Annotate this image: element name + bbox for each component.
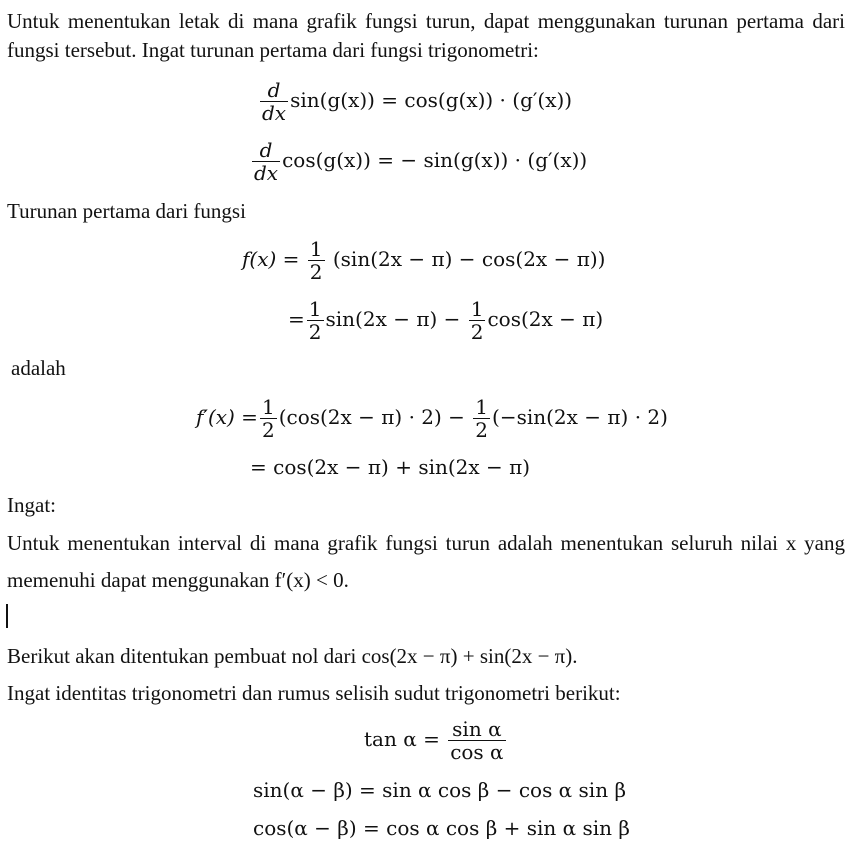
paragraph-interval-line1: Untuk menentukan interval di mana grafik fungsi turun adalah menentukan seluruh nilai x yang bbox=[7, 531, 845, 555]
fraction-half: $\frac{1}{2}$ bbox=[308, 297, 322, 344]
paragraph-intro-line2: fungsi tersebut. Ingat turunan pertama dari fungsi trigonometri: bbox=[7, 38, 539, 62]
fraction-d-dx: $\frac{d}{dx}$ bbox=[262, 78, 287, 125]
paragraph-adalah: adalah bbox=[11, 356, 66, 380]
paragraph-pembuat-nol: Berikut akan ditentukan pembuat nol dari cos(2x − π) + sin(2x − π). bbox=[7, 644, 578, 668]
fraction-half: $\frac{1}{2}$ bbox=[309, 237, 323, 284]
equation-derivative-sin: $\frac{d}{dx}$ sin(g(x)) = cos(g(x)) · (g′(x)) bbox=[262, 78, 573, 125]
equation-sin-difference: sin(α − β) = sin α cos β − cos α sin β bbox=[253, 778, 627, 802]
paragraph-turunan: Turunan pertama dari fungsi bbox=[7, 199, 246, 223]
fraction-sin-over-cos: $\frac{\text{sin α}}{\text{cos α}}$ bbox=[450, 717, 504, 764]
equation-tan-identity: tan α = $\frac{\text{sin α}}{\text{cos α}}$ bbox=[364, 717, 504, 764]
equation-derivative-cos: $\frac{d}{dx}$ cos(g(x)) = − sin(g(x)) · (g′(x)) bbox=[254, 138, 588, 185]
equation-f-prime: f′(x) = $\frac{1}{2}$ (cos(2x − π) · 2) − $\frac{1}{2}$ (−sin(2x − π) · 2) bbox=[196, 395, 668, 442]
equation-f-expanded: = $\frac{1}{2}$ sin(2x − π) − $\frac{1}{2}$ cos(2x − π) bbox=[288, 297, 604, 344]
fraction-half: $\frac{1}{2}$ bbox=[470, 297, 484, 344]
equation-f-definition: f(x) = $\frac{1}{2}$ (sin(2x − π) − cos(2x − π)) bbox=[242, 237, 606, 284]
fraction-d-dx: $\frac{d}{dx}$ bbox=[254, 138, 279, 185]
equation-cos-difference: cos(α − β) = cos α cos β + sin α sin β bbox=[253, 816, 630, 840]
equation-f-prime-simplified: = cos(2x − π) + sin(2x − π) bbox=[250, 455, 531, 479]
fraction-half: $\frac{1}{2}$ bbox=[261, 395, 275, 442]
fraction-half: $\frac{1}{2}$ bbox=[475, 395, 489, 442]
text-cursor[interactable] bbox=[6, 604, 8, 628]
paragraph-intro-line1: Untuk menentukan letak di mana grafik fungsi turun, dapat menggunakan turunan pertama dari bbox=[7, 9, 845, 33]
paragraph-interval-line2: memenuhi dapat menggunakan f′(x) < 0. bbox=[7, 568, 349, 592]
paragraph-identitas: Ingat identitas trigonometri dan rumus selisih sudut trigonometri berikut: bbox=[7, 681, 621, 705]
paragraph-ingat: Ingat: bbox=[7, 493, 56, 517]
